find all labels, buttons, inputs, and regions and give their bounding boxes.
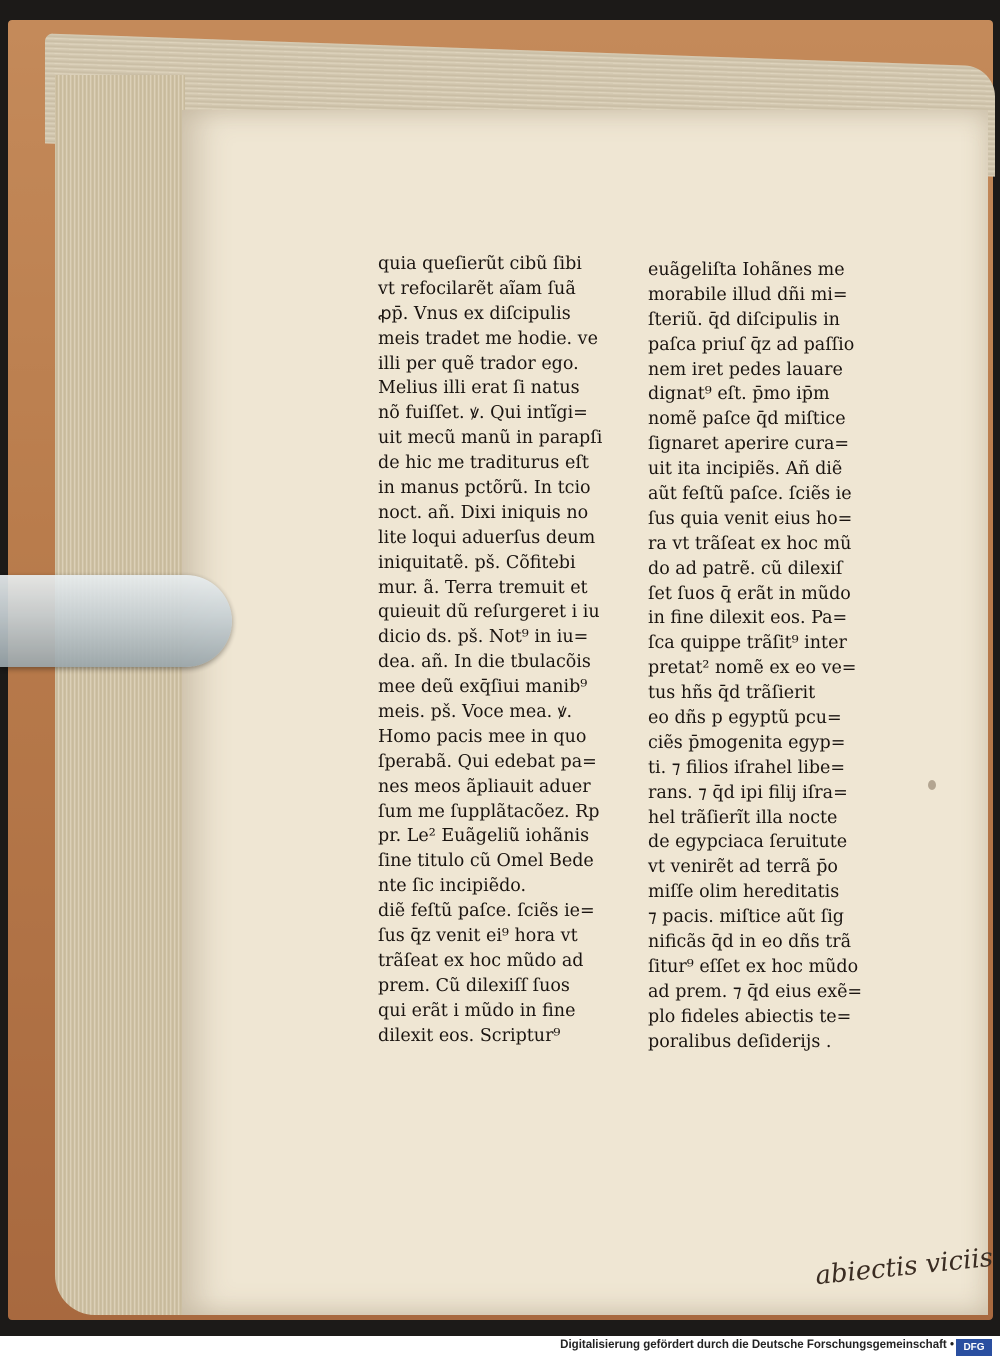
text-line: prem. Cũ dilexiſſ ſuos [378,975,570,996]
text-line: dilexit eos. Scriptur⁹ [378,1025,561,1046]
text-line: mee deũ exq̄ſiui manib⁹ [378,677,588,698]
digitization-footer [0,1336,1000,1358]
dfg-logo: DFG [956,1339,992,1356]
text-line: qui erãt i mũdo in fine [378,1000,576,1021]
text-line: vt venirẽt ad terrã p̄o [648,857,838,878]
text-line: nem iret pedes lauare [648,359,843,380]
text-line: ſum me ſupplãtacõez. Rp [378,801,600,822]
text-line: poralibus deſiderijs . [648,1031,832,1052]
text-line: tus hñs q̄d trãſierit [648,683,816,704]
page-block-fore-edge [55,75,185,1315]
text-line: ti. ⁊ filios iſrahel libe= [648,757,846,778]
text-line: ſca quippe trãſit⁹ inter [648,633,847,654]
footer-credit: Digitalisierung gefördert durch die Deutsche Forschungsgemeinschaft • [560,1339,954,1351]
text-line: de hic me traditurus eſt [378,453,589,474]
text-line: trãſeat ex hoc mũdo ad [378,950,584,971]
text-line: quieuit dũ reſurgeret i iu [378,602,600,623]
text-line: do ad patrẽ. cũ dilexiſ [648,558,843,579]
text-line: aũt feſtũ paſce. ſciẽs ie [648,484,852,505]
text-line: Homo pacis mee in quo [378,726,587,747]
text-line: ciẽs p̄mogenita egyp= [648,732,846,753]
text-line: in fine dilexit eos. Pa= [648,608,848,629]
text-line: ſperabã. Qui edebat pa= [378,751,597,772]
text-line: dignat⁹ eſt. p̄mo ip̄m [648,384,830,405]
text-column-right [648,258,888,1055]
text-line: ra vt trãſeat ex hoc mũ [648,533,852,554]
text-line: uit ita incipiẽs. Añ diẽ [648,459,843,480]
text-line: plo fideles abiectis te= [648,1006,852,1027]
text-line: ad prem. ⁊ q̄d eius exẽ= [648,981,863,1002]
text-line: Melius illi erat ſi natus [378,378,580,399]
text-line: ſus q̄z venit ei⁹ hora vt [378,926,578,947]
text-line: paſca priuſ q̄z ad paſſio [648,334,855,355]
text-line: ⁊ pacis. miſtice aũt ſig [648,907,844,928]
text-line: mur. ã. Terra tremuit et [378,577,588,598]
text-line: pr. Le² Euãgeliũ iohãnis [378,826,590,847]
text-line: nte ſic incipiẽdo. [378,876,527,897]
text-line: hel trãſierĩt illa nocte [648,807,838,828]
text-line: ꝓp̄. Vnus ex diſcipulis [378,303,571,324]
text-line: ſet ſuos q̄ erãt in mũdo [648,583,851,604]
text-line: uit mecũ manũ in parapſi [378,428,603,449]
text-line: pretat² nomẽ ex eo ve= [648,658,857,679]
text-line: noct. añ. Dixi iniquis no [378,502,589,523]
paper-stain [928,780,936,790]
text-line: ſteriũ. q̄d diſcipulis in [648,309,840,330]
text-line: nes meos ãpliauit aduer [378,776,591,797]
text-line: in manus pctõrũ. In tcio [378,478,591,499]
text-column-left [378,252,623,1049]
text-line: miſſe olim hereditatis [648,882,840,903]
text-line: meis. pš. Voce mea. ꝟ. [378,702,573,723]
text-line: meis tradet me hodie. ve [378,328,598,349]
text-line: dicio ds. pš. Not⁹ in iu= [378,627,589,648]
text-line: vt refocilarẽt aĩam ſuã [378,278,576,299]
text-line: iniquitatẽ. pš. Cõfitebi [378,552,576,573]
text-line: nõ fuiſſet. ꝟ. Qui intĩgi= [378,403,588,424]
text-line: ſus quia venit eius ho= [648,508,853,529]
text-line: eo dñs p egyptũ pcu= [648,708,842,729]
text-line: ſignaret aperire cura= [648,434,850,455]
text-line: lite loqui aduerſus deum [378,527,596,548]
text-line: ſitur⁹ eſſet ex hoc mũdo [648,956,859,977]
text-line: ſine titulo cũ Omel Bede [378,851,594,872]
marginal-note: abiectis viciis [813,1242,995,1292]
text-line: nomẽ paſce q̄d miſtice [648,409,846,430]
text-line: rans. ⁊ q̄d ipi filij iſra= [648,782,848,803]
text-line: nificãs q̄d in eo dñs trã [648,932,852,953]
text-line: illi per quẽ trador ego. [378,353,579,374]
page-holder-clip [0,575,232,667]
text-line: morabile illud dñi mi= [648,284,848,305]
text-line: quia queſierũt cibũ ſibi [378,254,582,274]
text-line: diẽ feſtũ paſce. ſciẽs ie= [378,901,595,922]
text-line: dea. añ. In die tbulacõis [378,652,591,673]
text-line: de egypciaca ſeruitute [648,832,848,853]
text-line: euãgeliſta Iohãnes me [648,260,845,280]
